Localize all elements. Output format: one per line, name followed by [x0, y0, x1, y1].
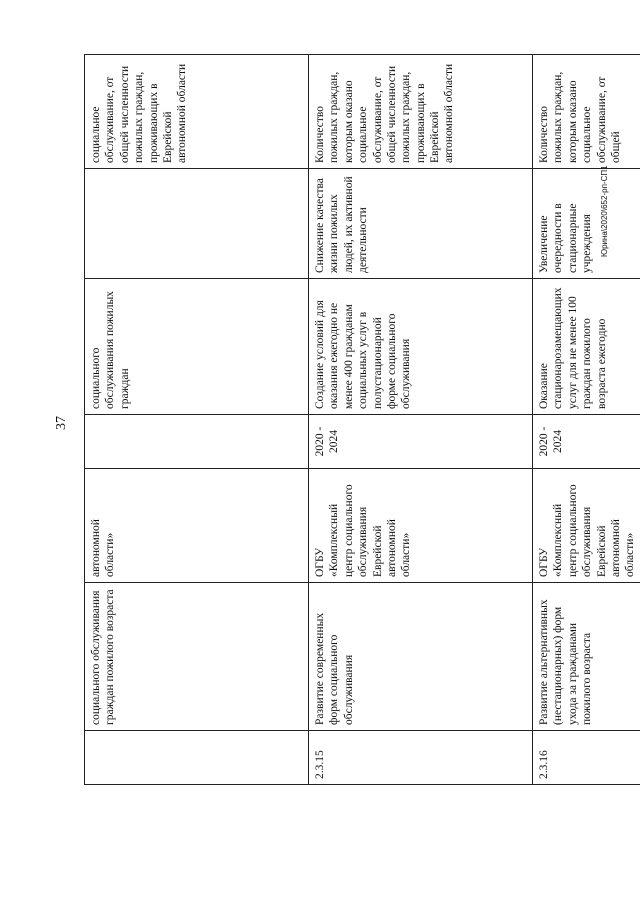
measure-number-cell: 2.3.16	[533, 731, 640, 785]
table-row	[85, 55, 309, 785]
measure-name-cell: Развитие альтернативных (нестационарных) форм ухода за гражданами пожилого возраста	[533, 583, 640, 731]
period-cell: 2020 - 2024	[533, 415, 640, 469]
table-row	[309, 55, 533, 785]
measure-number-cell	[85, 731, 309, 785]
expected-result-cell: Создание условий для оказания ежегодно не менее 400 гражданам социальных услуг в полустационарной форме социального обслуживания	[309, 279, 533, 415]
executor-cell: автономной области»	[85, 469, 309, 583]
consequences-cell: Увеличение очередности в стационарные учреждения	[533, 169, 640, 279]
measure-name-cell: социального обслуживания граждан пожилого возраста	[85, 583, 309, 731]
expected-result-cell: Оказание стационарозамещающих услуг для не менее 100 граждан пожилого возраста ежегодно	[533, 279, 640, 415]
indicator-cell: Количество пожилых граждан, которым оказано социальное обслуживание, от общей численности пожилых граждан, проживающих в Еврейской автономной области	[309, 55, 533, 169]
consequences-cell	[85, 169, 309, 279]
measure-name-cell: Развитие современных форм социального обслуживания	[309, 583, 533, 731]
table-row	[533, 55, 640, 785]
period-cell	[85, 415, 309, 469]
indicator-cell: социальное обслуживание, от общей численности пожилых граждан, проживающих в Еврейской автономной области	[85, 55, 309, 169]
document-code: Юрина\2020\652-рп-СП1	[600, 165, 609, 257]
measure-number-cell: 2.3.15	[309, 731, 533, 785]
executor-cell: ОГБУ «Комплексный центр социального обслуживания Еврейской автономной области»	[533, 469, 640, 583]
consequences-cell: Снижение качества жизни пожилых людей, их активной деятельности	[309, 169, 533, 279]
expected-result-cell: социального обслуживания пожилых граждан	[85, 279, 309, 415]
executor-cell: ОГБУ «Комплексный центр социального обслуживания Еврейской автономной области»	[309, 469, 533, 583]
page-number: 37	[54, 416, 69, 430]
period-cell: 2020 - 2024	[309, 415, 533, 469]
indicator-cell: Количество пожилых граждан, которым оказано социальное обслуживание, от общей	[533, 55, 640, 169]
program-measures-table	[84, 54, 640, 785]
